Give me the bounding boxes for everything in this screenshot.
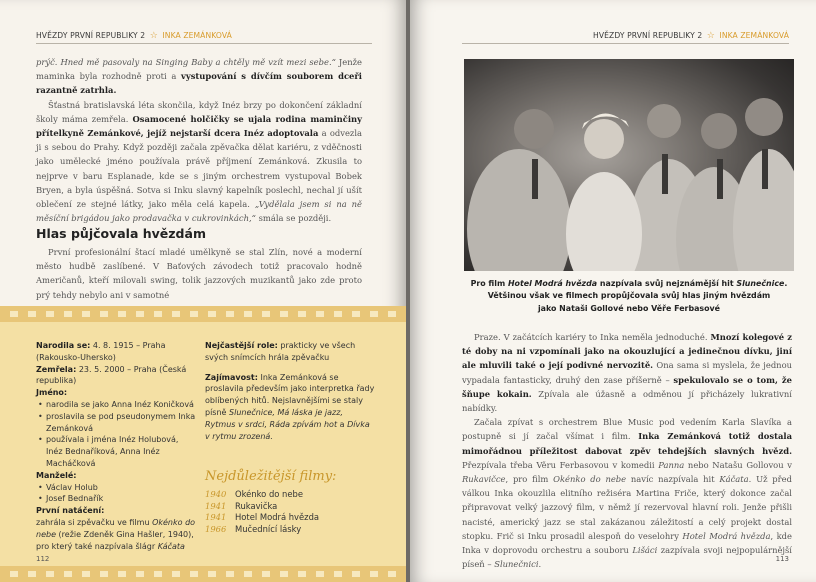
film-item: 1941 Rukavička	[205, 500, 278, 511]
page-number: 113	[775, 555, 789, 563]
body-text-right	[462, 330, 792, 571]
list-item: • používala i jména Inéz Holubová, Inéz Bednaříková, Anna Inéz Macháčková	[46, 434, 196, 469]
husbands-list	[36, 482, 196, 506]
paragraph: prýč. Hned mě pasovaly na Singing Baby a chtěly mě vzít mezi sebe.“ Jenže maminka byla rozhodně proti a vystupování s dívčím souborem dceři razantně zatrhla.	[36, 57, 362, 96]
films-list	[205, 489, 319, 535]
film-item: 1941 Hotel Modrá hvězda	[205, 512, 320, 522]
film-still-photo	[464, 59, 794, 271]
list-item: • Josef Bednařík	[46, 493, 196, 505]
chapter-name: INKA ZEMÁNKOVÁ	[162, 31, 232, 40]
born-row: Narodila se: 4. 8. 1915 – Praha (Rakousko-Uhersko)	[36, 341, 166, 362]
header-rule	[36, 43, 372, 44]
star-icon: ☆	[149, 31, 158, 41]
paragraph: Praze. V začátcích kariéry to Inka neměla jednoduché. Mnozí kolegové z té doby na ni vzpomínali jako na okouzlující a jedinečnou dívku, jiní ale mluvili také o její podivné nervozitě. Ona sama si myslela, že jednou vypadala fantasticky, druhý den zase příšerně – spekulovalo se o tom, že šňupe kokain. Zpívala ale úžasně a odměnou jí přicházely lukrativní nabídky.	[462, 332, 793, 414]
died-row: Zemřela: 23. 5. 2000 – Praha (Česká republika)	[36, 364, 187, 386]
series-title: HVĚZDY PRVNÍ REPUBLIKY 2	[36, 31, 146, 40]
info-column-left	[36, 340, 196, 552]
star-icon: ☆	[706, 31, 715, 41]
film-strip-top	[0, 306, 406, 322]
page-number: 112	[36, 555, 50, 563]
running-header	[593, 31, 789, 41]
film-strip-bottom	[0, 566, 406, 582]
film-item: 1940 Okénko do nebe	[205, 489, 303, 499]
film-item: 1966 Mučednící lásky	[205, 523, 302, 534]
info-column-right	[205, 340, 375, 442]
chapter-name: INKA ZEMÁNKOVÁ	[719, 31, 789, 40]
paragraph: První profesionální štací mladé umělkyně se stal Zlín, nové a moderní město hudbě zaslíbené. V Baťových závodech totiž pracovalo hodně Američanů, kteří milovali swing, tolik jazzových muzikantů jako zde proto prý tehdy nebylo ani v samotné	[36, 247, 362, 300]
first-film-value: zahrála si zpěvačku ve filmu Okénko do nebe (režie Zdeněk Gina Hašler, 1940), pro který také nazpívala šlágr Káčata	[36, 517, 196, 551]
list-item: • narodila se jako Anna Inéz Koničková	[46, 399, 196, 411]
running-header	[36, 31, 232, 41]
role-row: Nejčastější role: prakticky ve všech svých snímcích hrála zpěvačku	[205, 341, 356, 362]
fact-row: Zajímavost: Inka Zemánková se proslavila především jako interpretka řady oblíbených hitů. Nejslavnějšími se staly písně Slunečnice, Má láska je jazz, Rytmus v srdci, Ráda zpívám hot a Dívka v rytmu zrozená.	[205, 372, 375, 441]
section-heading: Hlas půjčovala hvězdám	[36, 226, 206, 241]
paragraph: Šťastná bratislavská léta skončila, když Inéz brzy po dokončení základní školy máma zemřela. Osamocené holčičky se ujala rodina maminčiny přítelkyně Zemánkové, jejíž nejstarší dcera Inéz adoptovala a odvezla ji s sebou do Prahy. Když později začala zpěvačka dělat kariéru, z vděčnosti jako umělecké jméno používala právě příjmení Zemánková. Zkusila to nejprve v baru Esplanade, kde se s jiným orchestrem vystupoval Bobek Bryen, a byla úspěšná. Sotva si Inku slavný kapelník poslechl, nechal jí ušít oblečení ze stejné látky, jako měla celá kapela. „Vydělala jsem si na ně měsíční brigádou jako prodavačka v cukrovinkách,“ smála se později.	[36, 99, 362, 224]
list-item: • proslavila se pod pseudonymem Inka Zemánková	[46, 411, 196, 435]
photo-caption: Pro film Hotel Modrá hvězda nazpívala svůj nejznámější hit Slunečnice. Většinou však ve filmech propůjčovala svůj hlas jiným hvězdám jako Nataši Gollové nebo Věře Ferbasové	[470, 279, 788, 313]
left-page	[0, 0, 406, 582]
paragraph: Začala zpívat s orchestrem Blue Music pod vedením Karla Slavíka a postupně si jí začal všímat i film. Inka Zemánková totiž dostala mimořádnou příležitost dabovat zpěv tehdejších slavných hvězd. Přezpívala třeba Věru Ferbasovou v komedii Panna nebo Natašu Gollovou v Rukavičce, pro film Okénko do nebe navíc nazpívala hit Káčata. Už před válkou Inka okouzlila elitního režiséra Martina Friče, který dokonce začal připravovat velký jazzový film, v němž jí rezervoval hlavní roli. Jenže přišli nacisté, americký jazz se stal zakázanou záležitostí a celý projekt dostal stopku. Frič si Inku prosadil alespoň do veselohry Hotel Modrá hvězda, kde Inka v doprovodu orchestru a souboru Lišáci zazpívala svoji nejpopulárnější píseň – Slunečnici.	[462, 417, 792, 570]
right-page	[410, 0, 816, 582]
first-film-label: První natáčení:	[36, 506, 105, 516]
husbands-label: Manželé:	[36, 470, 77, 480]
series-title: HVĚZDY PRVNÍ REPUBLIKY 2	[593, 31, 703, 40]
body-text-left-top	[36, 55, 362, 225]
list-item: • Václav Holub	[46, 482, 196, 494]
photo-figures	[464, 59, 794, 271]
names-list	[36, 399, 196, 470]
header-rule	[462, 43, 789, 44]
films-title: Nejdůležitější filmy:	[205, 469, 337, 484]
name-label: Jméno:	[36, 388, 68, 398]
body-text-left-bottom	[36, 245, 362, 302]
